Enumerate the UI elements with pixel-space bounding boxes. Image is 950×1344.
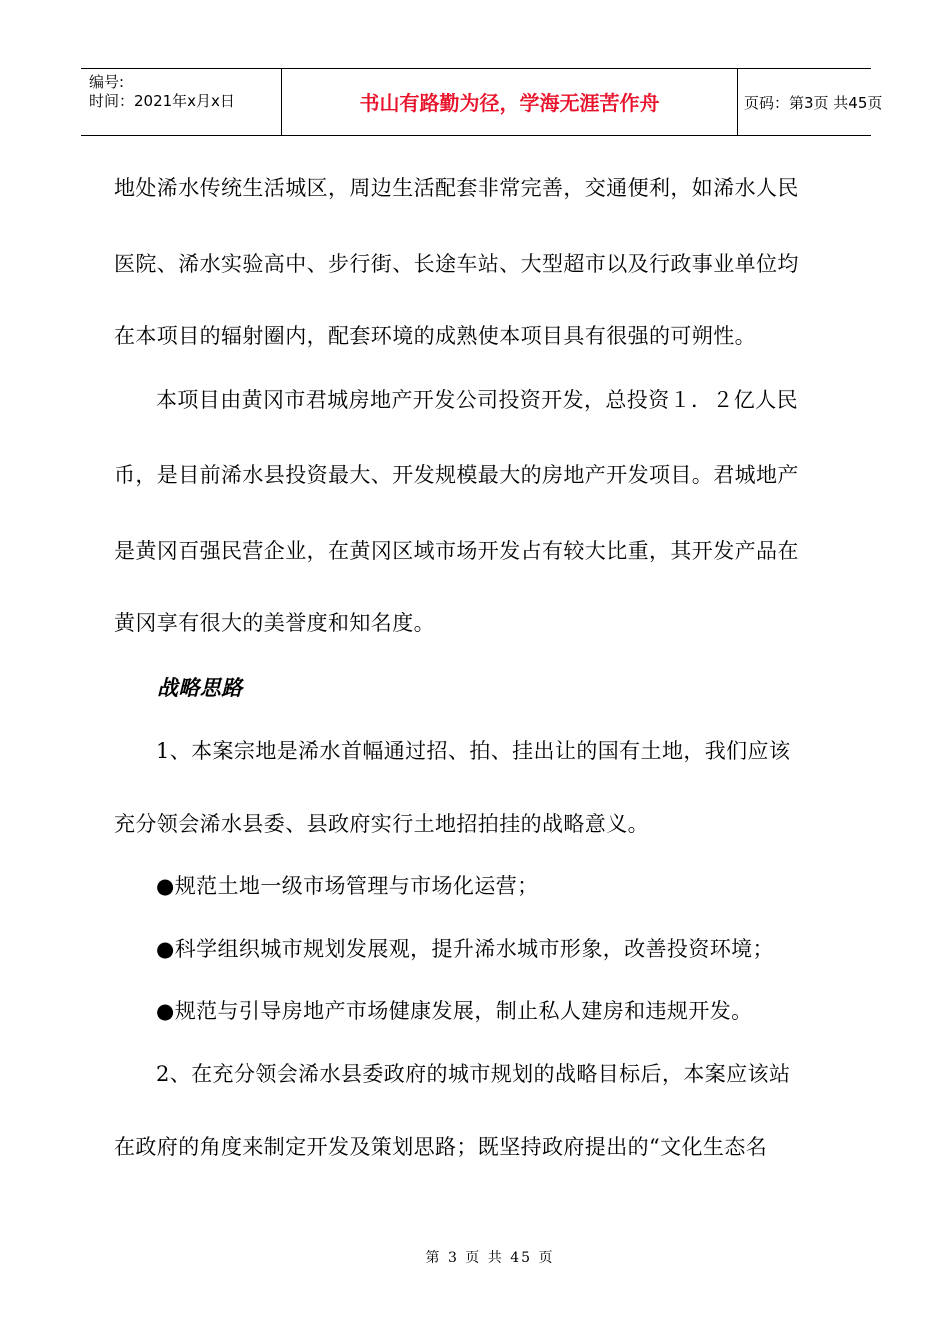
serial-number-label: 编号: [89, 73, 125, 91]
body-line: 是黄冈百强民营企业，在黄冈区域市场开发占有较大比重，其开发产品在 [114, 539, 799, 563]
body-line: 在政府的角度来制定开发及策划思路；既坚持政府提出的“文化生态名 [114, 1135, 768, 1159]
body-line: 2、在充分领会浠水县委政府的城市规划的战略目标后，本案应该站 [156, 1062, 791, 1086]
bullet-item: ●科学组织城市规划发展观，提升浠水城市形象，改善投资环境； [156, 937, 774, 961]
date-label: 时间：2021年x月x日 [89, 92, 235, 110]
section-heading: 战略思路 [157, 676, 243, 700]
bullet-item: ●规范土地一级市场管理与市场化运营； [156, 874, 539, 898]
page-footer: 第 3 页 共 45 页 [425, 1250, 555, 1266]
document-header [81, 68, 883, 136]
bullet-item: ●规范与引导房地产市场健康发展，制止私人建房和违规开发。 [156, 999, 753, 1023]
body-line: 本项目由黄冈市君城房地产开发公司投资开发，总投资１．２亿人民 [156, 388, 798, 412]
body-line: 在本项目的辐射圈内，配套环境的成熟使本项目具有很强的可朔性。 [114, 324, 756, 348]
body-line: 医院、浠水实验高中、步行街、长途车站、大型超市以及行政事业单位均 [114, 252, 799, 276]
body-line: 地处浠水传统生活城区，周边生活配套非常完善，交通便利，如浠水人民 [114, 176, 799, 200]
body-line: 充分领会浠水县委、县政府实行土地招拍挂的战略意义。 [114, 812, 649, 836]
header-meta-cell [81, 69, 282, 135]
header-page-info: 页码：第3页 共45页 [744, 94, 883, 112]
body-line: 黄冈享有很大的美誉度和知名度。 [114, 611, 435, 635]
body-line: 币，是目前浠水县投资最大、开发规模最大的房地产开发项目。君城地产 [114, 463, 799, 487]
body-line: 1、本案宗地是浠水首幅通过招、拍、挂出让的国有土地，我们应该 [156, 739, 791, 763]
header-motto: 书山有路勤为径，学海无涯苦作舟 [282, 69, 738, 135]
